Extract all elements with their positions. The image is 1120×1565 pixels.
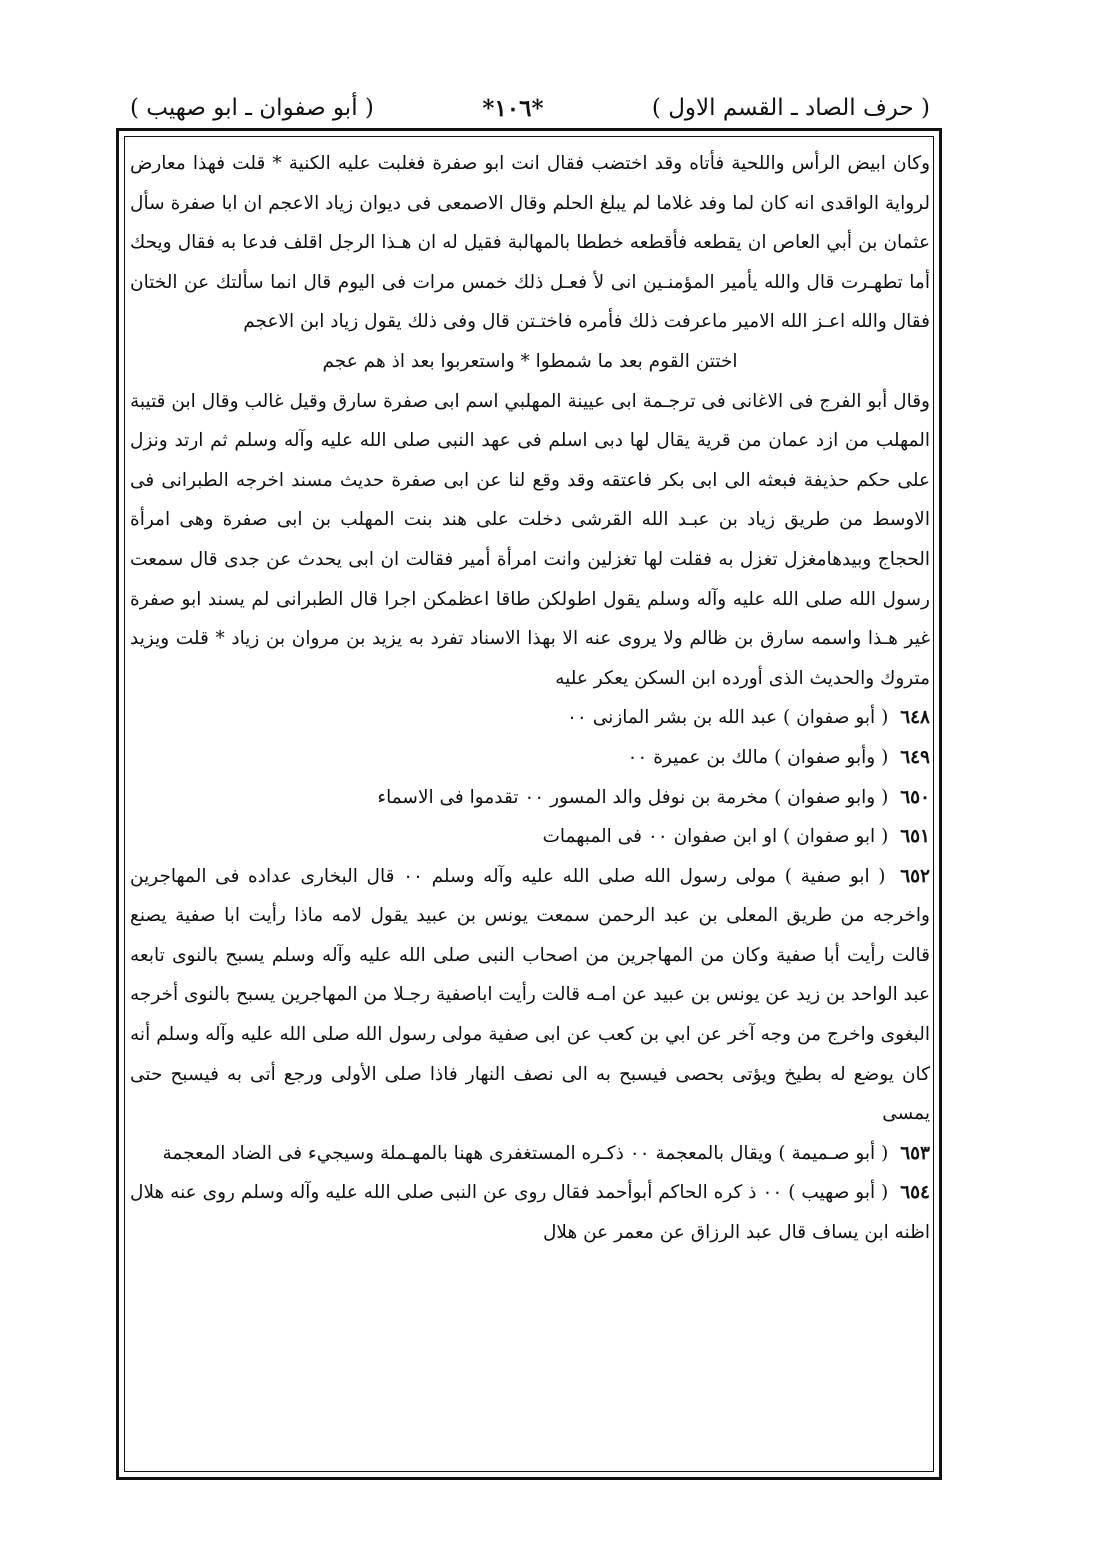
paragraph: وقال أبو الفرج فى الاغانى فى ترجـمة ابى عيينة المهلبي اسم ابى صفرة سارق وقيل غالب وقال ابن قتيبة المهلب من ازد عمان من قرية يقال لها دبى اسلم فى عهد النبى صلى الله عليه وآله وسلم ثم ارتد ونزل على حكم حذيفة فبعثه الى ابى بكر فاعتقه وقد وقع لنا عن ابى صفرة حديث مسند اخرجه الطبرانى فى الاوسط من طريق زياد بن عبـد الله القرشى دخلت على هند بنت المهلب بن ابى صفرة وهى امرأة الحجاج وبيدهامغزل تغزل به فقلت لها تغزلين وانت امرأة أمير فقالت ان ابى يحدث عن جدى قال سمعت رسول الله صلى الله عليه وآله وسلم يقول اطولكن طاقا اعظمكن اجرا قال الطبرانى لم يسند ابو صفرة غير هـذا واسمه سارق بن ظالم ولا يروى عنه الا بهذا الاسناد تفرد به يزيد بن مروان بن زياد * قلت ويزيد متروك والحديث الذى أورده ابن السكن يعكر عليه: [130, 390, 930, 689]
entry-number: ٦٤٩: [900, 746, 930, 768]
entry-text: ( وأبو صفوان ) مالك بن عميرة ٠٠: [627, 746, 889, 768]
entry-number: ٦٥٢: [900, 865, 930, 887]
entry-text: ( وابو صفوان ) مخرمة بن نوفل والد المسور ٠٠ تقدموا فى الاسماء: [377, 786, 889, 808]
entry-number: ٦٥٠: [900, 786, 930, 808]
entry-654: [130, 1173, 930, 1252]
entry-652: [130, 857, 930, 1134]
entry-text: ( أبو صهيب ) ٠٠ ذ كره الحاكم أبوأحمد فقال روى عن النبى صلى الله عليه وآله وسلم روى عنه هلال اظنه ابن يساف قال عبد الرزاق عن معمر عن هلال: [130, 1182, 930, 1244]
entry-text: ( ابو صفوان ) او ابن صفوان ٠٠ فى المبهمات: [542, 826, 889, 848]
entry-text: ( أبو صـميمة ) ويقال بالمعجمة ٠٠ ذكـره المستغفرى ههنا بالمهـملة وسيجيء فى الضاد المعجمة: [162, 1142, 889, 1164]
entry-text: ( أبو صفوان ) عبد الله بن بشر المازنى ٠٠: [567, 707, 889, 729]
entry-653: [130, 1134, 930, 1174]
entry-649: [130, 738, 930, 778]
header-section-title: ( حرف الصاد ـ القسم الاول ): [651, 95, 930, 121]
paragraph: وكان ابيض الرأس واللحية فأتاه وقد اختضب فقال انت ابو صفرة فغلبت عليه الكنية * قلت فهذا معارض لرواية الواقدى انه كان لما وفد غلاما لم يبلغ الحلم وقال الاصمعى فى ديوان زياد الاعجم ان ابا صفرة سأل عثمان بن أبي العاص ان يقطعه فأقطعه خططا بالمهالبة فقيل له ان هـذا الرجل اقلف فدعا به فقال ويحك أما تطهـرت قال والله يأمير المؤمنـين انى لأ فعـل ذلك خمس مرات فى اليوم قال انما سألتك عن الختان فقال والله اعـز الله الامير ماعرفت ذلك فأمره فاختـتن قال وفى ذلك يقول زياد ابن الاعجم: [130, 153, 930, 333]
entry-number: ٦٥١: [900, 826, 930, 848]
page-header: [130, 88, 930, 128]
entry-number: ٦٥٤: [900, 1182, 930, 1204]
header-entry-range: ( أبو صفوان ـ ابو صهيب ): [130, 95, 374, 121]
entry-text: ( ابو صفية ) مولى رسول الله صلى الله عليه وآله وسلم ٠٠ قال البخارى عداده فى المهاجرين واخرجه من طريق المعلى بن عبد الرحمن سمعت يونس بن عبيد يقول لامه ماذا رأيت ابا صفية يصنع قالت رأيت أبا صفية وكان من المهاجرين من اصحاب النبى صلى الله عليه وآله وسلم يسبح بالنوى تابعه عبد الواحد بن زيد عن يونس بن عبيد عن امـه قالت رأيت اباصفية رجـلا من المهاجرين يسبح بالنوى أخرجه البغوى واخرج من وجه آخر عن ابي بن كعب عن ابى صفية مولى رسول الله صلى الله عليه وآله وسلم أنه كان يوضع له بطيخ ويؤتى بحصى فيسبح به الى نصف النهار فاذا صلى الأولى ورجع أتى به فيسبح حتى يمسى: [130, 865, 930, 1125]
entry-648: [130, 698, 930, 738]
entry-650: [130, 778, 930, 818]
entry-651: [130, 817, 930, 857]
entry-number: ٦٥٣: [900, 1142, 930, 1164]
page-number: *١٠٦*: [482, 94, 544, 122]
poem-verse: اختتن القوم بعد ما شمطوا * واستعربوا بعد اذ هم عجم: [322, 350, 738, 372]
entry-number: ٦٤٨: [900, 707, 930, 729]
page-body: [130, 144, 930, 1464]
